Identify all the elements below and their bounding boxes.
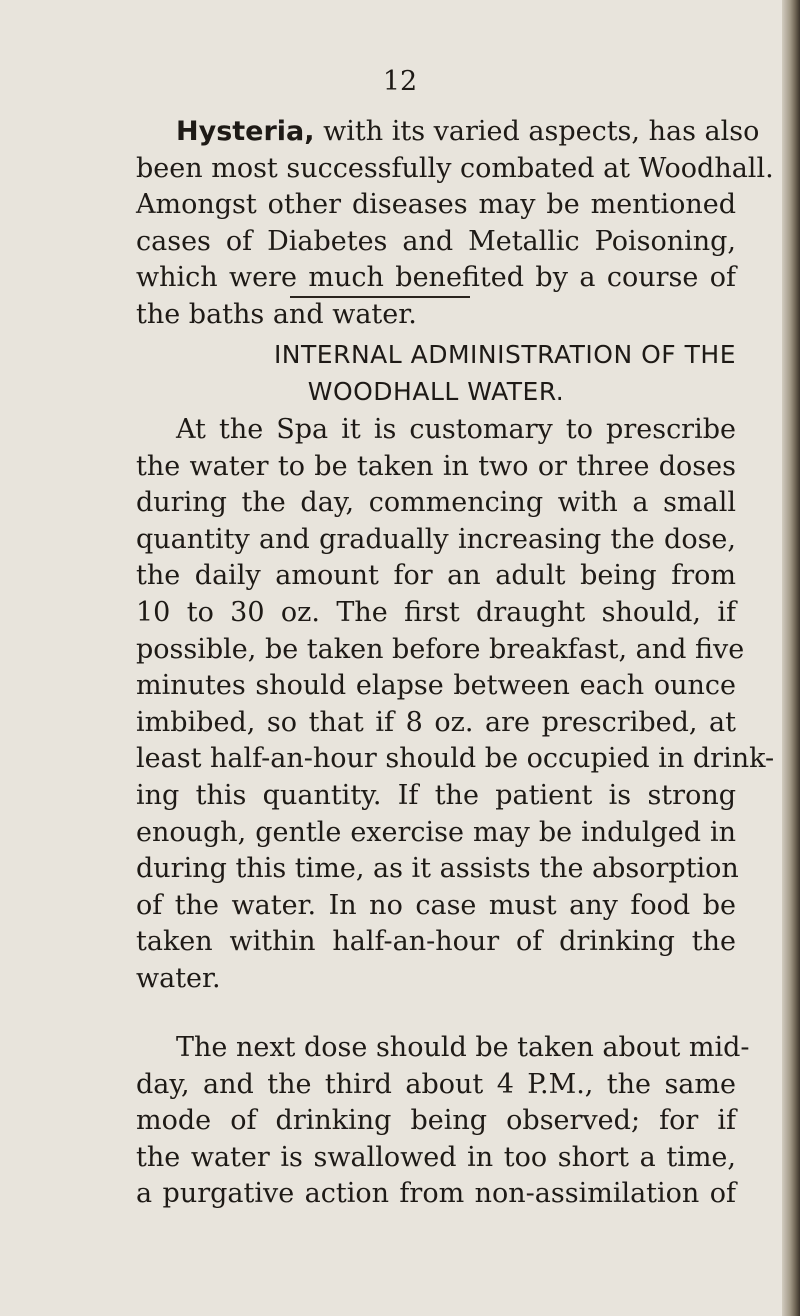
paragraph-line: the water is swallowed in too short a time,: [136, 1141, 736, 1173]
paragraph-next-dose: [136, 1030, 750, 1213]
paragraph-line: ing this quantity. If the patient is strong: [136, 779, 736, 811]
paragraph-line: which were much benefited by a course of: [136, 262, 736, 294]
paragraph-line: The next dose should be taken about mid-: [176, 1032, 750, 1063]
page-edge: [782, 0, 800, 1316]
paragraph-line: imbibed, so that if 8 oz. are prescribed, at: [136, 706, 736, 738]
section-heading: [136, 336, 736, 410]
paragraph-internal-administration: [136, 412, 775, 998]
paragraph-line: the daily amount for an adult being from: [136, 560, 736, 592]
paragraph-line: least half-an-hour should be occupied in drink-: [136, 743, 775, 775]
paragraph-line: the baths and water.: [136, 298, 417, 330]
paragraph-line: possible, be taken before breakfast, and five: [136, 633, 745, 665]
paragraph-line: during this time, as it assists the absorption: [136, 853, 739, 885]
paragraph-line: mode of drinking being observed; for if: [136, 1105, 736, 1137]
paragraph-line: during the day, commencing with a small: [136, 487, 736, 519]
paragraph-line: quantity and gradually increasing the dose,: [136, 523, 736, 555]
paragraph-line: cases of Diabetes and Metallic Poisoning,: [136, 225, 736, 257]
paragraph-line: Amongst other diseases may be mentioned: [136, 189, 736, 221]
section-divider: [290, 296, 470, 298]
paragraph-line: been most successfully combated at Woodhall.: [136, 152, 774, 184]
paragraph-line: taken within half-an-hour of drinking the: [136, 926, 736, 958]
heading-line: WOODHALL WATER.: [307, 377, 565, 406]
line-text: with its varied aspects, has also: [323, 116, 760, 147]
heading-line: INTERNAL ADMINISTRATION OF THE: [273, 340, 736, 369]
paragraph-hysteria: [136, 114, 774, 334]
paragraph-line: minutes should elapse between each ounce: [136, 670, 736, 702]
lead-word: Hysteria,: [176, 116, 315, 147]
paragraph-line: of the water. In no case must any food be: [136, 889, 736, 921]
paragraph-line: At the Spa it is customary to prescribe: [176, 414, 736, 445]
paragraph-line: enough, gentle exercise may be indulged in: [136, 816, 736, 848]
paragraph-line: the water to be taken in two or three doses: [136, 450, 736, 482]
paragraph-line: a purgative action from non-assimilation of: [136, 1178, 736, 1210]
paragraph-line: [136, 114, 760, 151]
paragraph-line: day, and the third about 4 P.M., the same: [136, 1068, 736, 1100]
paragraph-line: water.: [136, 962, 221, 994]
page-number: 12: [382, 66, 418, 97]
paragraph-line: 10 to 30 oz. The first draught should, if: [136, 596, 736, 628]
